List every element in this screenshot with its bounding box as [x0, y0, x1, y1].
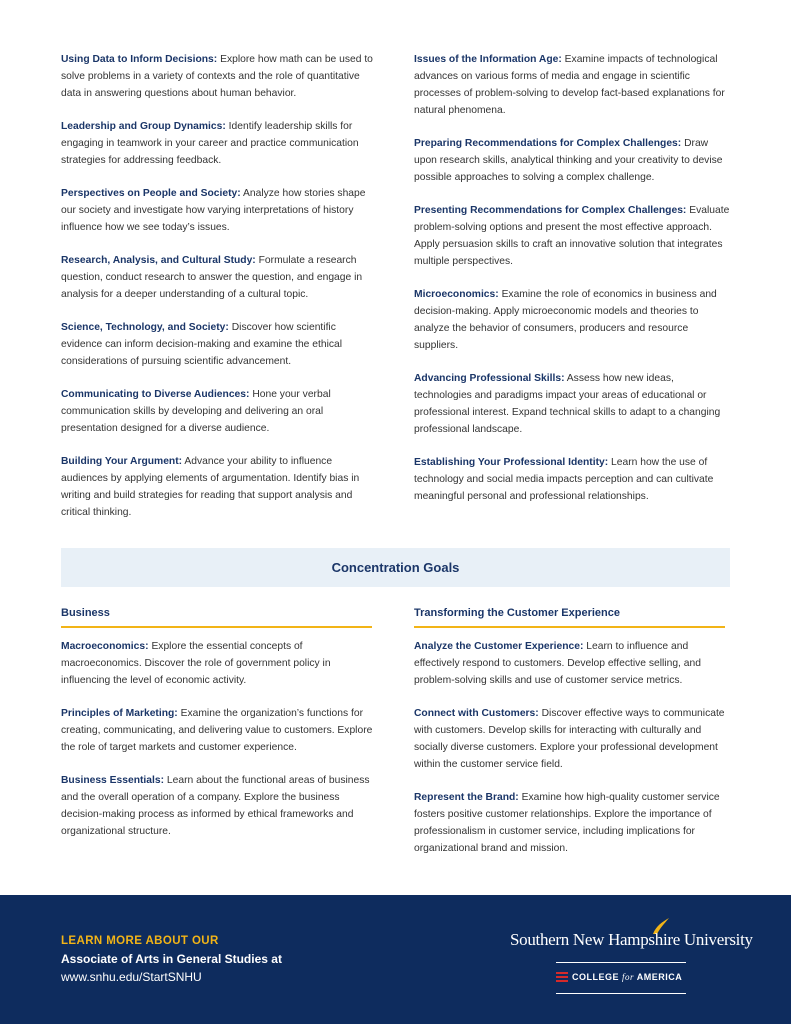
section-title: Concentration Goals	[331, 560, 460, 575]
course-entry	[414, 136, 732, 203]
program-url-link[interactable]: www.snhu.edu/StartSNHU	[61, 970, 202, 984]
course-desc: Hone your verbal communication skills by developing and delivering an oral presentation designed for a diverse audience.	[61, 389, 331, 434]
learn-more-label: LEARN MORE ABOUT OUR	[61, 935, 219, 947]
business-column	[61, 639, 379, 841]
college-for-america-logo	[556, 962, 686, 994]
course-title: Represent the Brand:	[414, 792, 519, 803]
course-title: Using Data to Inform Decisions:	[61, 54, 218, 65]
course-title: Connect with Customers:	[414, 708, 539, 719]
course-title: Preparing Recommendations for Complex Challenges:	[414, 138, 682, 149]
course-entry	[61, 706, 379, 773]
course-title: Building Your Argument:	[61, 456, 183, 467]
course-desc: Draw upon research skills, analytical thinking and your creativity to devise possible approaches to solving a complex challenge.	[414, 138, 723, 183]
course-desc: Formulate a research question, conduct research to answer the question, and engage in analysis for a deeper understanding of a cultural topic.	[61, 255, 363, 300]
cfa-wordmark	[572, 972, 682, 982]
course-entry	[414, 790, 732, 858]
course-desc: Discover how scientific evidence can inform decision-making and examine the ethical considerations of pursuing scientific advancement.	[61, 322, 343, 367]
course-entry	[414, 639, 732, 706]
course-entry	[414, 203, 732, 287]
left-column	[61, 52, 379, 522]
cfa-for: for	[622, 972, 635, 982]
course-desc: Explore the essential concepts of macroeconomics. Discover the role of government policy in influencing the level of economic activity.	[61, 641, 331, 686]
course-desc: Advance your ability to influence audiences by applying elements of argumentation. Identify bias in writing and build strategies for reading that support analysis and critical thinking.	[61, 456, 360, 518]
course-entry	[414, 52, 732, 136]
course-title: Establishing Your Professional Identity:	[414, 457, 609, 468]
business-heading: Business	[61, 607, 372, 628]
course-title: Advancing Professional Skills:	[414, 373, 565, 384]
course-desc: Learn to influence and effectively respond to customers. Develop effective selling, and problem-solving skills and use of customer service metrics.	[414, 641, 701, 686]
course-desc: Learn about the functional areas of business and the overall operation of a company. Explore the business decision-making process as informed by ethical frameworks and organizational structure.	[61, 775, 370, 837]
course-title: Principles of Marketing:	[61, 708, 178, 719]
course-title: Research, Analysis, and Cultural Study:	[61, 255, 256, 266]
course-desc: Evaluate problem-solving options and present the most effective approach. Apply persuasion skills to craft an innovative solution that integrates multiple perspectives.	[414, 205, 730, 267]
course-entry	[61, 52, 379, 119]
course-title: Analyze the Customer Experience:	[414, 641, 584, 652]
course-desc: Analyze how stories shape our society and investigate how varying interpretations of history influence how we see today’s issues.	[61, 188, 366, 233]
concentration-goals-band	[61, 548, 730, 587]
course-entry	[61, 320, 379, 387]
course-desc: Examine the role of economics in business and decision-making. Apply microeconomic models and theories to analyze the behavior of consumers, producers and resource suppliers.	[414, 289, 717, 351]
course-title: Communicating to Diverse Audiences:	[61, 389, 250, 400]
course-entry	[61, 253, 379, 320]
course-entry	[414, 287, 732, 371]
course-desc: Learn how the use of technology and social media impacts perception and can cultivate meaningful personal and professional relationships.	[414, 457, 714, 502]
course-entry	[61, 387, 379, 454]
course-entry	[61, 773, 379, 841]
course-title: Science, Technology, and Society:	[61, 322, 229, 333]
right-column	[414, 52, 732, 506]
cfa-america: AMERICA	[636, 972, 683, 982]
course-entry	[61, 119, 379, 186]
course-desc: Assess how new ideas, technologies and paradigms impact your areas of educational or professional interest. Expand technical skills to adapt to a changing professional landscape.	[414, 373, 721, 435]
course-title: Business Essentials:	[61, 775, 165, 786]
customer-experience-heading: Transforming the Customer Experience	[414, 607, 725, 628]
course-title: Perspectives on People and Society:	[61, 188, 241, 199]
course-entry	[61, 186, 379, 253]
program-name: Associate of Arts in General Studies at	[61, 952, 282, 966]
course-desc: Discover effective ways to communicate with customers. Develop skills for interacting with culturally and socially diverse customers. Explore your professional development within the customer service field.	[414, 708, 725, 770]
course-entry	[61, 454, 379, 522]
course-entry	[414, 371, 732, 455]
cfa-college: COLLEGE	[572, 972, 620, 982]
flag-icon	[556, 972, 568, 982]
course-title: Presenting Recommendations for Complex Challenges:	[414, 205, 687, 216]
course-desc: Explore how math can be used to solve problems in a variety of contexts and the role of quantitative data in answering questions about human behavior.	[61, 54, 373, 99]
course-title: Microeconomics:	[414, 289, 499, 300]
course-entry	[61, 639, 379, 706]
course-desc: Identify leadership skills for engaging in teamwork in your career and practice communication strategies for addressing feedback.	[61, 121, 359, 166]
course-entry	[414, 455, 732, 506]
course-desc: Examine impacts of technological advances on various forms of media and engage in scientific processes of problem-solving to develop fact-based explanations for natural phenomena.	[414, 54, 725, 116]
university-logo: Southern New Hampshire University	[510, 930, 753, 949]
course-desc: Examine how high-quality customer service fosters positive customer relationships. Explore the importance of professionalism in customer service, including implications for organizational brand and mission.	[414, 792, 720, 854]
course-title: Leadership and Group Dynamics:	[61, 121, 226, 132]
course-title: Issues of the Information Age:	[414, 54, 562, 65]
course-title: Macroeconomics:	[61, 641, 149, 652]
course-desc: Examine the organization’s functions for creating, communicating, and delivering value to customers. Explore the role of target markets and customer experience.	[61, 708, 373, 753]
customer-column	[414, 639, 732, 858]
course-entry	[414, 706, 732, 790]
